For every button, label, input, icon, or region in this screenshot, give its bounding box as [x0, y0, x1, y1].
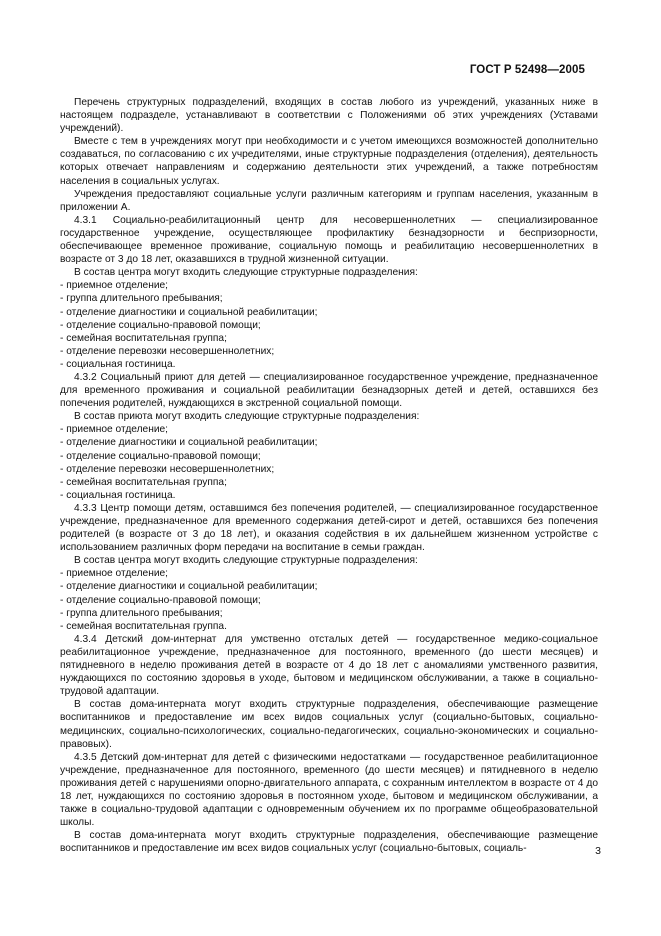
- list-item: - отделение диагностики и социальной реабилитации;: [60, 581, 318, 593]
- section-4-3-1-text: 4.3.1 Социально-реабилитационный центр для несовершеннолетних — специализированное государственное учреждение, осуществляющее профилактику безнадзорности и беспризорности, обеспечивающее временное проживание, социальную помощь и реабилитацию несовершеннолетних в возрасте от 3 до 18 лет, оказавшихся в трудной жизненной ситуации.: [60, 214, 598, 266]
- list-item: - семейная воспитательная группа;: [60, 332, 227, 344]
- section-4-3-2-lead: В состав приюта могут входить следующие структурные подразделения:: [74, 411, 420, 423]
- section-4-3-4-lead: В состав дома-интерната могут входить структурные подразделения, обеспечивающие размещение воспитанников и предоставление им всех видов социальных услуг (социально-бытовых, социально-медицинских, социально-психологических, социально-педагогических, социально-экономических и социально-правовых).: [60, 699, 598, 750]
- list-item: - группа длительного пребывания;: [60, 607, 223, 619]
- intro-paragraph-1: Перечень структурных подразделений, входящих в состав любого из учреждений, указанных ниже в настоящем подразделе, устанавливают в соответствии с Положениями об этих учреждениях (Уставами учреждений).: [60, 97, 598, 135]
- list-item: - семейная воспитательная группа.: [60, 620, 227, 632]
- section-4-3-2-text: 4.3.2 Социальный приют для детей — специализированное государственное учреждение, предназначенное для временного проживания и социальной реабилитации безнадзорных детей и детей, оставшихся без попечения родителей, нуждающихся в экстренной социальной помощи.: [60, 371, 598, 410]
- list-item: - отделение перевозки несовершеннолетних;: [60, 345, 275, 357]
- list-item: - социальная гостиница.: [60, 489, 176, 501]
- list-item: - группа длительного пребывания;: [60, 293, 223, 305]
- list-item: - отделение диагностики и социальной реабилитации;: [60, 306, 318, 318]
- list-item: - приемное отделение;: [60, 280, 169, 292]
- list-item: - отделение социально-правовой помощи;: [60, 450, 261, 462]
- document-code-header: ГОСТ Р 52498—2005: [469, 64, 585, 76]
- list-item: - семейная воспитательная группа;: [60, 476, 227, 488]
- page-number: 3: [595, 845, 601, 857]
- section-4-3-1-lead: В состав центра могут входить следующие структурные подразделения:: [74, 267, 418, 279]
- list-item: - отделение социально-правовой помощи;: [60, 594, 261, 606]
- intro-paragraph-2: Вместе с тем в учреждениях могут при необходимости и с учетом имеющихся возможностей дополнительно создаваться, по согласованию с их учредителями, иные структурные подразделения (отделения), деятельность которых отвечает направлениям и содержанию деятельности этих учреждений, а также потребностям населения в социальных услугах.: [60, 136, 598, 187]
- list-item: - приемное отделение;: [60, 424, 169, 436]
- list-item: - социальная гостиница.: [60, 358, 176, 370]
- list-item: - отделение социально-правовой помощи;: [60, 319, 261, 331]
- list-item: - отделение диагностики и социальной реабилитации;: [60, 437, 318, 449]
- section-4-3-5-text: 4.3.5 Детский дом-интернат для детей с физическими недостатками — государственное реабилитационное учреждение, предназначенное для постоянного, временного (до шести месяцев) и пятидневного в неделю проживания детей с нарушениями опорно-двигательного аппарата, с сохранным интеллектом в возрасте от 4 до 18 лет, нуждающихся по состоянию здоровья в постоянном уходе, бытовом и медицинском обслуживании, а также в социально-трудовой адаптации с одновременным обучением их по программе общеобразовательной школы.: [60, 751, 598, 829]
- section-4-3-3-lead: В состав центра могут входить следующие структурные подразделения:: [74, 555, 418, 567]
- page-body: [60, 96, 598, 855]
- intro-paragraph-3: Учреждения предоставляют социальные услуги различным категориям и группам населения, указанным в приложении А.: [60, 188, 598, 213]
- list-item: - отделение перевозки несовершеннолетних;: [60, 463, 275, 475]
- section-4-3-3-text: 4.3.3 Центр помощи детям, оставшимся без попечения родителей, — специализированное государственное учреждение, предназначенное для временного содержания детей-сирот и детей, оставшихся без попечения родителей (в возрасте от 3 до 18 лет), и оказания содействия в их дальнейшем жизненном устройстве с использованием различных форм передачи на воспитание в семьи граждан.: [60, 502, 598, 554]
- section-4-3-5-lead: В состав дома-интерната могут входить структурные подразделения, обеспечивающие размещение воспитанников и предоставление им всех видов социальных услуг (социально-бытовых, социаль-: [60, 830, 598, 855]
- list-item: - приемное отделение;: [60, 568, 169, 580]
- section-4-3-4-text: 4.3.4 Детский дом-интернат для умственно отсталых детей — государственное медико-социальное реабилитационное учреждение, предназначенное для постоянного, временного (до шести месяцев) и пятидневного в неделю проживания детей в возрасте от 4 до 18 лет с аномалиями умственного развития, нуждающихся по состоянию здоровья в уходе, бытовом и медицинском обслуживании, а также в социально-трудовой адаптации.: [60, 633, 598, 698]
